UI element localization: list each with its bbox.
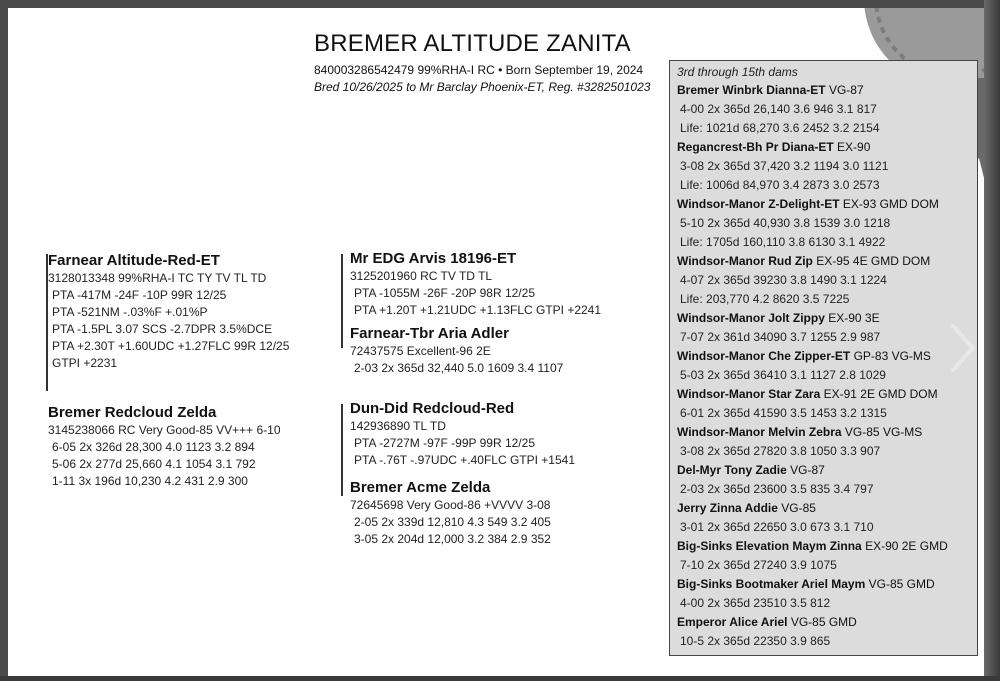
dam-entry-name [677,385,973,404]
dam-entry-name [677,499,973,518]
dam-entry-title: Windsor-Manor Jolt Zippy [677,311,825,325]
sire-line: PTA -417M -24F -10P 99R 12/25 [52,288,227,302]
dam-entry-title: Windsor-Manor Z-Delight-ET [677,197,840,211]
dam-sire-line: 142936890 TL TD [350,419,446,433]
dam-entry-name [677,309,973,328]
sire-dam-name: Farnear-Tbr Aria Adler [350,325,509,342]
dams-list [677,64,973,651]
sire-line: 3128013348 99%RHA-I TC TY TV TL TD [48,271,267,285]
sire-dam-line: 72437575 Excellent-96 2E [350,344,491,358]
dam-entry-score: EX-90 3E [828,311,880,325]
dam-entry-name [677,252,973,271]
dam-entry-record: 7-07 2x 361d 34090 3.7 1255 2.9 987 [680,330,881,344]
dam-entry-name [677,423,973,442]
sire-sire-name: Mr EDG Arvis 18196-ET [350,250,517,267]
dam-entry-title: Windsor-Manor Rud Zip [677,254,813,268]
dam-entry-score: VG-85 VG-MS [844,425,923,439]
dam-entry-record: 7-10 2x 365d 27240 3.9 1075 [680,558,837,572]
dam-entry-record: 3-08 2x 365d 37,420 3.2 1194 3.0 1121 [680,159,889,173]
dam-entry-score: GP-83 VG-MS [853,349,931,363]
dam-entry-record: 6-01 2x 365d 41590 3.5 1453 3.2 1315 [680,406,887,420]
dam-entry-score: VG-85 GMD [868,577,935,591]
dam-entry-title: Windsor-Manor Che Zipper-ET [677,349,851,363]
dam-entry-name [677,613,973,632]
dam-entry-record: 4-07 2x 365d 39230 3.8 1490 3.1 1224 [680,273,887,287]
dam-entry-record: Life: 1021d 68,270 3.6 2452 3.2 2154 [680,121,880,135]
dam-entry-title: Jerry Zinna Addie [677,501,778,515]
sire-line: PTA -1.5PL 3.07 SCS -2.7DPR 3.5%DCE [52,322,273,336]
sire-sire-bracket [341,254,343,348]
dam-entry-score: EX-90 [837,140,871,154]
dam-entry-name [677,461,973,480]
sire-dam-block [350,325,563,377]
sire-sire-line: PTA -1055M -26F -20P 98R 12/25 [354,286,535,300]
dam-entry-record: 2-03 2x 365d 23600 3.5 835 3.4 797 [680,482,874,496]
dam-entry-name [677,195,973,214]
dam-entry-score: VG-87 [790,463,825,477]
dam-entry-title: Windsor-Manor Melvin Zebra [677,425,842,439]
dam-dam-line: 3-05 2x 204d 12,000 3.2 384 2.9 352 [354,532,551,546]
bred-line: Bred 10/26/2025 to Mr Barclay Phoenix-ET, Reg. #3282501023 [314,80,651,94]
pedigree-page [8,8,984,676]
dam-entry-score: EX-93 GMD DOM [842,197,939,211]
sire-block [48,252,289,372]
dam-dam-block [350,479,551,548]
dam-entry-record: Life: 203,770 4.2 8620 3.5 7225 [680,292,850,306]
sire-line: GTPI +2231 [52,356,118,370]
dam-entry-name [677,138,973,157]
dam-entry-title: Bremer Winbrk Dianna-ET [677,83,826,97]
dam-entry-score: EX-91 2E GMD DOM [823,387,938,401]
dam-name: Bremer Redcloud Zelda [48,404,217,421]
dam-line: 6-05 2x 326d 28,300 4.0 1123 3.2 894 [52,440,255,454]
dam-sire-name: Dun-Did Redcloud-Red [350,400,515,417]
dam-entry-title: Emperor Alice Ariel [677,615,788,629]
dams-box [669,60,978,656]
dam-sire-bracket [341,404,343,496]
dam-entry-record: Life: 1705d 160,110 3.8 6130 3.1 4922 [680,235,886,249]
registration-line: 840003286542479 99%RHA-I RC • Born September 19, 2024 [314,63,644,77]
dam-entry-record: 5-10 2x 365d 40,930 3.8 1539 3.0 1218 [680,216,891,230]
sire-sire-line: PTA +1.20T +1.21UDC +1.13FLC GTPI +2241 [354,303,602,317]
dam-entry-score: EX-90 2E GMD [865,539,948,553]
window-edge-bottom [0,676,1000,681]
dam-entry-title: Big-Sinks Elevation Maym Zinna [677,539,862,553]
dam-entry-record: 3-01 2x 365d 22650 3.0 673 3.1 710 [680,520,874,534]
dam-entry-score: VG-87 [828,83,864,97]
dam-dam-name: Bremer Acme Zelda [350,479,491,496]
chevron-right-icon[interactable] [943,318,983,378]
window-edge-right [984,0,1000,681]
dam-entry-score: EX-95 4E GMD DOM [816,254,931,268]
dam-dam-line: 2-05 2x 339d 12,810 4.3 549 3.2 405 [354,515,551,529]
dam-entry-record: 4-00 2x 365d 26,140 3.6 946 3.1 817 [680,102,877,116]
sire-name: Farnear Altitude-Red-ET [48,252,220,269]
dam-entry-record: 4-00 2x 365d 23510 3.5 812 [680,596,831,610]
sire-dam-line: 2-03 2x 365d 32,440 5.0 1609 3.4 1107 [354,361,564,375]
page-title: BREMER ALTITUDE ZANITA [314,30,631,57]
dam-entry-score: VG-85 [781,501,816,515]
dam-sire-block [350,400,575,469]
dam-entry-name [677,81,973,100]
dam-entry-title: Windsor-Manor Star Zara [677,387,821,401]
dam-entry-name [677,575,973,594]
dam-entry-name [677,347,973,366]
dam-entry-record: 3-08 2x 365d 27820 3.8 1050 3.3 907 [680,444,881,458]
sire-line: PTA +2.30T +1.60UDC +1.27FLC 99R 12/25 [52,339,290,353]
dam-entry-title: Big-Sinks Bootmaker Ariel Maym [677,577,866,591]
dam-entry-title: Regancrest-Bh Pr Diana-ET [677,140,834,154]
sire-sire-block [350,250,601,319]
dam-entry-record: 10-5 2x 365d 22350 3.9 865 [680,634,831,648]
dam-sire-line: PTA -.76T -.97UDC +.40FLC GTPI +1541 [354,453,575,467]
dam-block [48,404,281,490]
dam-entry-record: 5-03 2x 365d 36410 3.1 1127 2.8 1029 [680,368,886,382]
sire-line: PTA -521NM -.03%F +.01%P [52,305,208,319]
sire-sire-line: 3125201960 RC TV TD TL [350,269,493,283]
dam-entry-title: Del-Myr Tony Zadie [677,463,787,477]
dams-heading: 3rd through 15th dams [677,65,798,79]
dam-entry-record: Life: 1006d 84,970 3.4 2873 3.0 2573 [680,178,880,192]
dam-dam-line: 72645698 Very Good-86 +VVVV 3-08 [350,498,551,512]
dam-entry-score: VG-85 GMD [790,615,857,629]
dam-line: 3145238066 RC Very Good-85 VV+++ 6-10 [48,423,281,437]
dam-line: 1-11 3x 196d 10,230 4.2 431 2.9 300 [52,474,248,488]
dam-sire-line: PTA -2727M -97F -99P 99R 12/25 [354,436,535,450]
dam-line: 5-06 2x 277d 25,660 4.1 1054 3.1 792 [52,457,256,471]
dam-entry-name [677,537,973,556]
